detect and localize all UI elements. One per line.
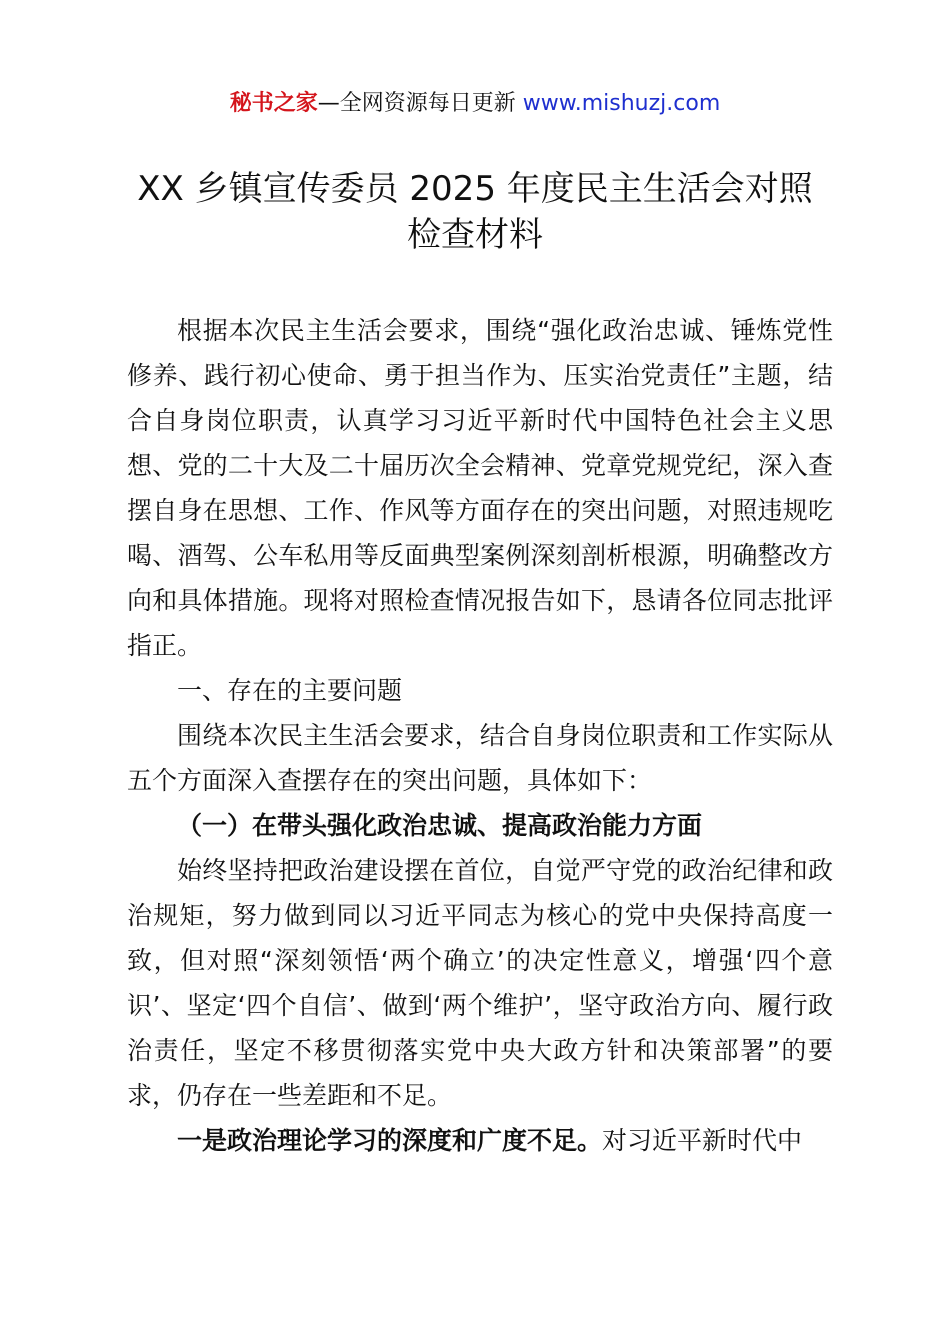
point-paragraph — [127, 1118, 833, 1163]
site-header — [0, 88, 950, 120]
subsection-heading: （一）在带头强化政治忠诚、提高政治能力方面 — [177, 811, 703, 840]
document-title — [100, 166, 850, 258]
document-body — [127, 308, 833, 1163]
title-line-2: 检查材料 — [407, 215, 543, 255]
subsection-paragraph: 始终坚持把政治建设摆在首位，自觉严守党的政治纪律和政治规矩，努力做到同以习近平同志为核心的党中央保持高度一致，但对照“深刻领悟‘两个确立’的决定性意义，增强‘四个意识’、坚定‘四个自信’、做到‘两个维护’，坚守政治方向、履行政治责任，坚定不移贯彻落实党中央大政方针和决策部署”的要求，仍存在一些差距和不足。 — [127, 856, 833, 1110]
section-heading: 一、存在的主要问题 — [177, 676, 403, 705]
site-url-link[interactable]: www.mishuzj.com — [522, 91, 721, 116]
point-text: 对习近平新时代中 — [602, 1126, 803, 1155]
point-lead: 一是政治理论学习的深度和广度不足。 — [177, 1126, 603, 1155]
intro-paragraph: 根据本次民主生活会要求，围绕“强化政治忠诚、锤炼党性修养、践行初心使命、勇于担当作为、压实治党责任”主题，结合自身岗位职责，认真学习习近平新时代中国特色社会主义思想、党的二十大及二十届历次全会精神、党章党规党纪，深入查摆自身在思想、工作、作风等方面存在的突出问题，对照违规吃喝、酒驾、公车私用等反面典型案例深刻剖析根源，明确整改方向和具体措施。现将对照检查情况报告如下，恳请各位同志批评指正。 — [127, 316, 833, 660]
title-line-1: XX 乡镇宣传委员 2025 年度民主生活会对照 — [137, 169, 813, 209]
header-tagline: —全网资源每日更新 — [317, 91, 523, 116]
brand-name: 秘书之家 — [229, 91, 318, 116]
section-intro-paragraph: 围绕本次民主生活会要求，结合自身岗位职责和工作实际从五个方面深入查摆存在的突出问题，具体如下： — [127, 721, 833, 795]
